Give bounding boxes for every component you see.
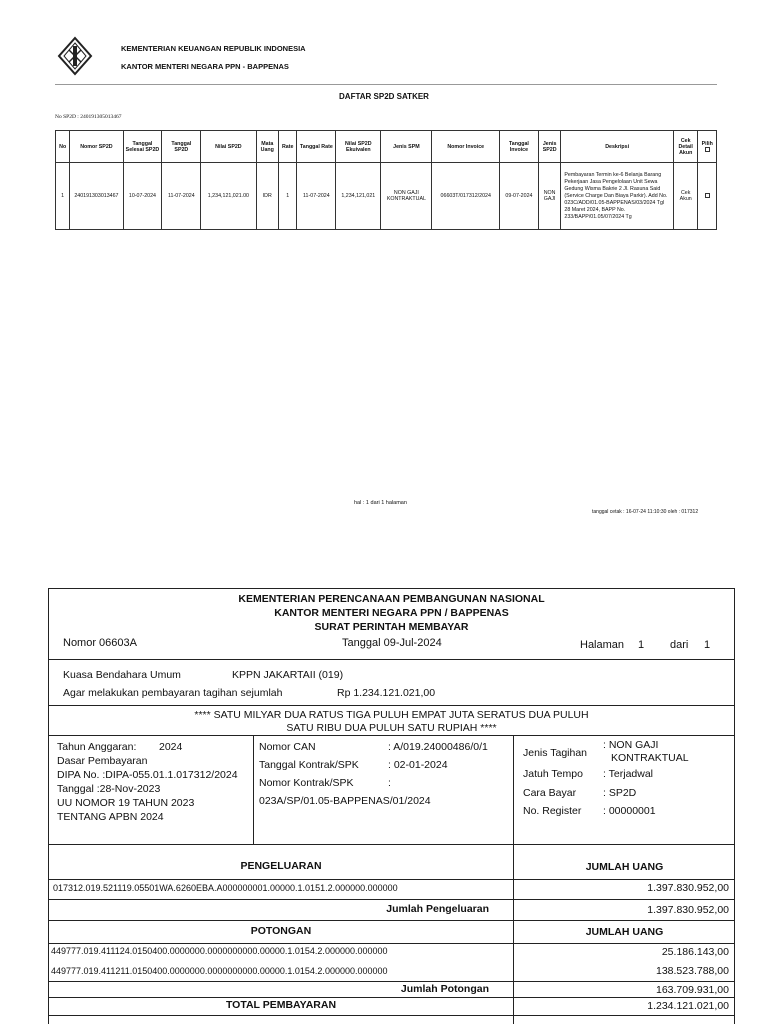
spm-org2: KANTOR MENTERI NEGARA PPN / BAPPENAS — [274, 607, 509, 619]
tahun-value: 2024 — [159, 741, 183, 753]
cell-no: 1 — [56, 163, 70, 230]
potongan-heading: POTONGAN — [250, 925, 312, 937]
cell-rate: 1 — [279, 163, 297, 230]
spm-col-divider — [513, 735, 514, 844]
can-label: Nomor CAN — [259, 741, 316, 753]
sp2d-list-table — [55, 130, 717, 230]
select-all-checkbox[interactable] — [705, 147, 710, 152]
nilai-potongan-1: 25.186.143,00 — [661, 946, 729, 958]
total-pembayaran-label: TOTAL PEMBAYARAN — [225, 999, 337, 1011]
ministry-emblem-icon — [55, 36, 95, 76]
spm-dari-label: dari — [670, 639, 689, 651]
register-label: No. Register — [523, 805, 582, 817]
spm-divider — [49, 659, 734, 660]
cell-tgl-sp2d: 11-07-2024 — [162, 163, 201, 230]
spm-divider — [49, 705, 734, 706]
dasar-pembayaran: Dasar Pembayaran — [57, 755, 148, 767]
uu-number: UU NOMOR 19 TAHUN 2023 — [57, 797, 195, 809]
total-pembayaran-value: 1.234.121.021,00 — [647, 1000, 729, 1012]
kuasa-value: KPPN JAKARTAII (019) — [232, 669, 344, 681]
row-select-checkbox[interactable] — [705, 193, 710, 198]
spm-halaman-value: 1 — [638, 639, 645, 651]
list-header — [55, 36, 715, 86]
table-header-row — [56, 131, 717, 163]
page-counter: hal : 1 dari 1 halaman — [354, 500, 407, 506]
kuasa-label: Kuasa Bendahara Umum — [63, 669, 181, 681]
register-value: : 00000001 — [603, 805, 656, 817]
jenis-tagihan-value1: : NON GAJI — [603, 739, 659, 751]
spm-tanggal: Tanggal 09-Jul-2024 — [342, 637, 442, 649]
col-nilai-ekuivalen: Nilai SP2D Ekuivalen — [336, 131, 381, 163]
jumlah-uang-heading: JUMLAH UANG — [585, 861, 664, 873]
cell-nomor-sp2d: 240191303013467 — [70, 163, 123, 230]
col-jenis-spm: Jenis SPM — [381, 131, 432, 163]
dipa-number: DIPA No. :DIPA-055.01.1.017312/2024 — [57, 769, 238, 781]
no-kontrak-colon: : — [388, 777, 391, 789]
col-mata-uang: Mata Uang — [256, 131, 279, 163]
jumlah-potongan-label: Jumlah Potongan — [400, 983, 489, 995]
col-no: No — [56, 131, 70, 163]
cell-nilai: 1,234,121,021.00 — [201, 163, 256, 230]
pengeluaran-heading: PENGELUARAN — [240, 860, 322, 872]
col-tgl-selesai: Tanggal Selesai SP2D — [123, 131, 162, 163]
jatuh-tempo-label: Jatuh Tempo — [523, 768, 583, 780]
print-timestamp: tanggal cetak : 16-07-24 11:10:30 oleh : 017312 — [592, 509, 699, 515]
nilai-pengeluaran: 1.397.830.952,00 — [647, 882, 729, 894]
jumlah-potongan-value: 163.709.931,00 — [656, 984, 729, 996]
spm-divider — [49, 920, 734, 921]
uu-tentang: TENTANG APBN 2024 — [57, 811, 164, 823]
akun-pengeluaran: 017312.019.521119.05501WA.6260EBA.A000000001.00000.1.0151.2.000000.000000 — [53, 883, 398, 893]
tgl-kontrak-label: Tanggal Kontrak/SPK — [259, 759, 359, 771]
list-title: DAFTAR SP2D SATKER — [339, 92, 429, 101]
cara-bayar-label: Cara Bayar — [523, 787, 577, 799]
cell-cek-detail-link[interactable]: Cek Akun — [673, 163, 698, 230]
col-pilih — [698, 131, 717, 163]
nilai-potongan-2: 138.523.788,00 — [656, 965, 729, 977]
cell-tgl-invoice: 09-07-2024 — [500, 163, 539, 230]
cara-bayar-value: : SP2D — [603, 787, 637, 799]
cell-tgl-rate: 11-07-2024 — [297, 163, 336, 230]
spm-divider — [49, 735, 734, 736]
tgl-kontrak-value: : 02-01-2024 — [388, 759, 448, 771]
jatuh-tempo-value: : Terjadwal — [603, 768, 653, 780]
cell-jenis-sp2d: NON GAJI — [538, 163, 561, 230]
col-cek-detail: Cek Detail Akun — [673, 131, 698, 163]
jenis-tagihan-value2: KONTRAKTUAL — [611, 752, 689, 764]
tahun-label: Tahun Anggaran: — [57, 741, 137, 753]
spm-title: SURAT PERINTAH MEMBAYAR — [314, 621, 469, 633]
agar-label: Agar melakukan pembayaran tagihan sejumlah — [63, 687, 283, 699]
col-nilai: Nilai SP2D — [201, 131, 256, 163]
spm-divider — [49, 997, 734, 998]
agar-value: Rp 1.234.121.021,00 — [337, 687, 436, 699]
akun-potongan-1: 449777.019.411124.0150400.0000000.0000000000.00000.1.0154.2.000000.000000 — [51, 946, 388, 956]
col-deskripsi: Deskripsi — [561, 131, 674, 163]
spm-document — [48, 588, 735, 1024]
spm-nomor: Nomor 06603A — [63, 637, 137, 649]
terbilang-line2: SATU RIBU DUA PULUH SATU RUPIAH **** — [286, 722, 497, 734]
spm-halaman-label: Halaman — [580, 639, 625, 651]
spm-col-divider — [253, 735, 254, 844]
cell-jenis-spm: NON GAJI KONTRAKTUAL — [381, 163, 432, 230]
cell-nomor-invoice: 06603T/017312/2024 — [432, 163, 500, 230]
jumlah-pengeluaran-value: 1.397.830.952,00 — [647, 904, 729, 916]
spm-divider — [49, 981, 734, 982]
col-jenis-sp2d: Jenis SP2D — [538, 131, 561, 163]
spm-divider — [49, 943, 734, 944]
col-rate: Rate — [279, 131, 297, 163]
spm-divider — [49, 899, 734, 900]
spm-divider — [49, 879, 734, 880]
col-tgl-rate: Tanggal Rate — [297, 131, 336, 163]
can-value: : A/019.24000486/0/1 — [388, 741, 488, 753]
col-tgl-sp2d: Tanggal SP2D — [162, 131, 201, 163]
cell-pilih — [698, 163, 717, 230]
col-nomor-invoice: Nomor Invoice — [432, 131, 500, 163]
dipa-date: Tanggal :28-Nov-2023 — [57, 783, 161, 795]
col-pilih-label: Pilih — [701, 140, 713, 147]
no-kontrak-value: 023A/SP/01.05-BAPPENAS/01/2024 — [259, 795, 431, 807]
header-divider — [55, 84, 717, 85]
spm-org1: KEMENTERIAN PERENCANAAN PEMBANGUNAN NASIONAL — [238, 593, 545, 605]
cell-nilai-ekuivalen: 1,234,121,021 — [336, 163, 381, 230]
spm-divider — [49, 844, 734, 845]
terbilang-line1: **** SATU MILYAR DUA RATUS TIGA PULUH EMPAT JUTA SERATUS DUA PULUH — [194, 709, 589, 721]
jenis-tagihan-label: Jenis Tagihan — [523, 747, 588, 759]
jumlah-uang-heading-2: JUMLAH UANG — [585, 926, 664, 938]
spm-dari-value: 1 — [704, 639, 711, 651]
org-name-line1: KEMENTERIAN KEUANGAN REPUBLIK INDONESIA — [121, 44, 306, 53]
cell-tgl-selesai: 10-07-2024 — [123, 163, 162, 230]
org-name-line2: KANTOR MENTERI NEGARA PPN - BAPPENAS — [121, 62, 289, 71]
jumlah-pengeluaran-label: Jumlah Pengeluaran — [386, 903, 489, 915]
cell-mata-uang: IDR — [256, 163, 279, 230]
akun-potongan-2: 449777.019.411211.0150400.0000000.0000000000.00000.1.0154.2.000000.000000 — [51, 966, 388, 976]
spm-divider — [49, 1015, 734, 1016]
sp2d-number-label: No SP2D : 240191305013467 — [55, 114, 122, 120]
cell-deskripsi: Pembayaran Termin ke-6 Belanja Barang Pekerjaan Jasa Pengelolaan Unit Sewa Gedung Wisma Bakrie 2 Jl. Rasuna Said (Service Charge Dan Biaya Parkir). Add No. 023C/ADD/01.05-BAPPENAS/03/2024 Tgl 28 Maret 2024, BAPP No. 233/BAPP/01.05/07/2024 Tg — [561, 163, 674, 230]
col-nomor-sp2d: Nomor SP2D — [70, 131, 123, 163]
no-kontrak-label: Nomor Kontrak/SPK — [259, 777, 354, 789]
col-tgl-invoice: Tanggal Invoice — [500, 131, 539, 163]
table-row — [56, 163, 717, 230]
